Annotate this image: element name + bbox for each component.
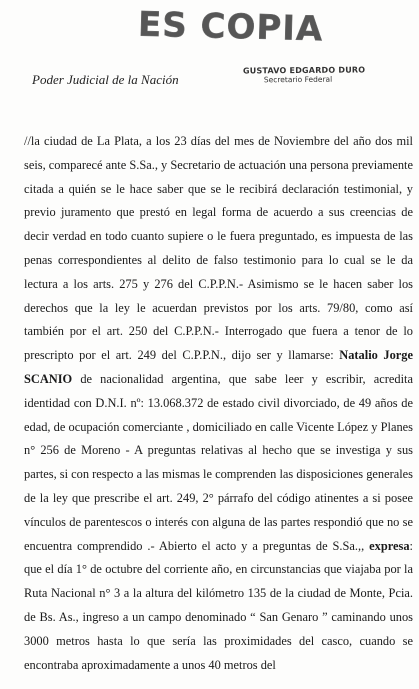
official-name: GUSTAVO EDGARDO DURO [242, 65, 366, 76]
official-role: Secretario Federal [263, 74, 333, 85]
body-paragraph-part-2: de nacionalidad argentina, que sabe leer y escribir, acredita identidad con D.N.I. nº: 13.068.372 de estado civil divorciado, de 49 años de edad, de ocupación comerciante , domiciliado en calle Vicente López y Planes n° 256 de Moreno - A preguntas relativas al hecho que se investiga y sus partes, si con respecto a las mismas le comprenden las disposiciones generales de la ley que prescribe el art. 249, 2° párrafo del código atinentes a si posee vínculos de parentescos o interés con alguna de las partes respondió que no se encuentra comprendido .- Abierto el acto y a preguntas de S.Sa.,, [24, 371, 413, 553]
testimony-body [24, 130, 413, 677]
body-paragraph-part-3: : que el día 1° de octubre del corriente año, en circunstancias que viajaba por la Ruta Nacional n° 3 a la altura del kilómetro 135 de la ciudad de Monte, Pcia. de Bs. As., ingreso a un campo denominado “ San Genaro ” caminando unos 3000 metros hasta lo que sería las proximidades del casco, cuando se encontraba aproximadamente a unos 40 metros del [24, 538, 413, 672]
express-label: expresa [369, 538, 410, 553]
witness-name: Natalio Jorge SCANIO [24, 348, 413, 386]
body-paragraph-part-1: //la ciudad de La Plata, a los 23 días del mes de Noviembre del año dos mil seis, comparecé ante S.Sa., y Secretario de actuación una persona previamente citada a quién se le hace saber que se le recibirá declaración testimonial, y previo juramento que prestó en legal forma de acuerdo a sus creencias de decir verdad en todo cuanto supiere o le fuera preguntado, es impuesta de las penas correspondientes al delito de falso testimonio para lo cual se le da lectura a los arts. 275 y 276 del C.P.P.N.- Asimismo se le hacen saber los derechos que la ley le acuerdan previstos por los arts. 79/80, como así también por el art. 250 del C.P.P.N.- Interrogado que fuera a tenor de lo prescripto por el art. 249 del C.P.P.N., dijo ser y llamarse: [24, 134, 413, 363]
institution-header: Poder Judicial de la Nación [32, 72, 179, 87]
copy-stamp: ES COPIA [137, 4, 324, 50]
official-stamp [242, 65, 366, 85]
